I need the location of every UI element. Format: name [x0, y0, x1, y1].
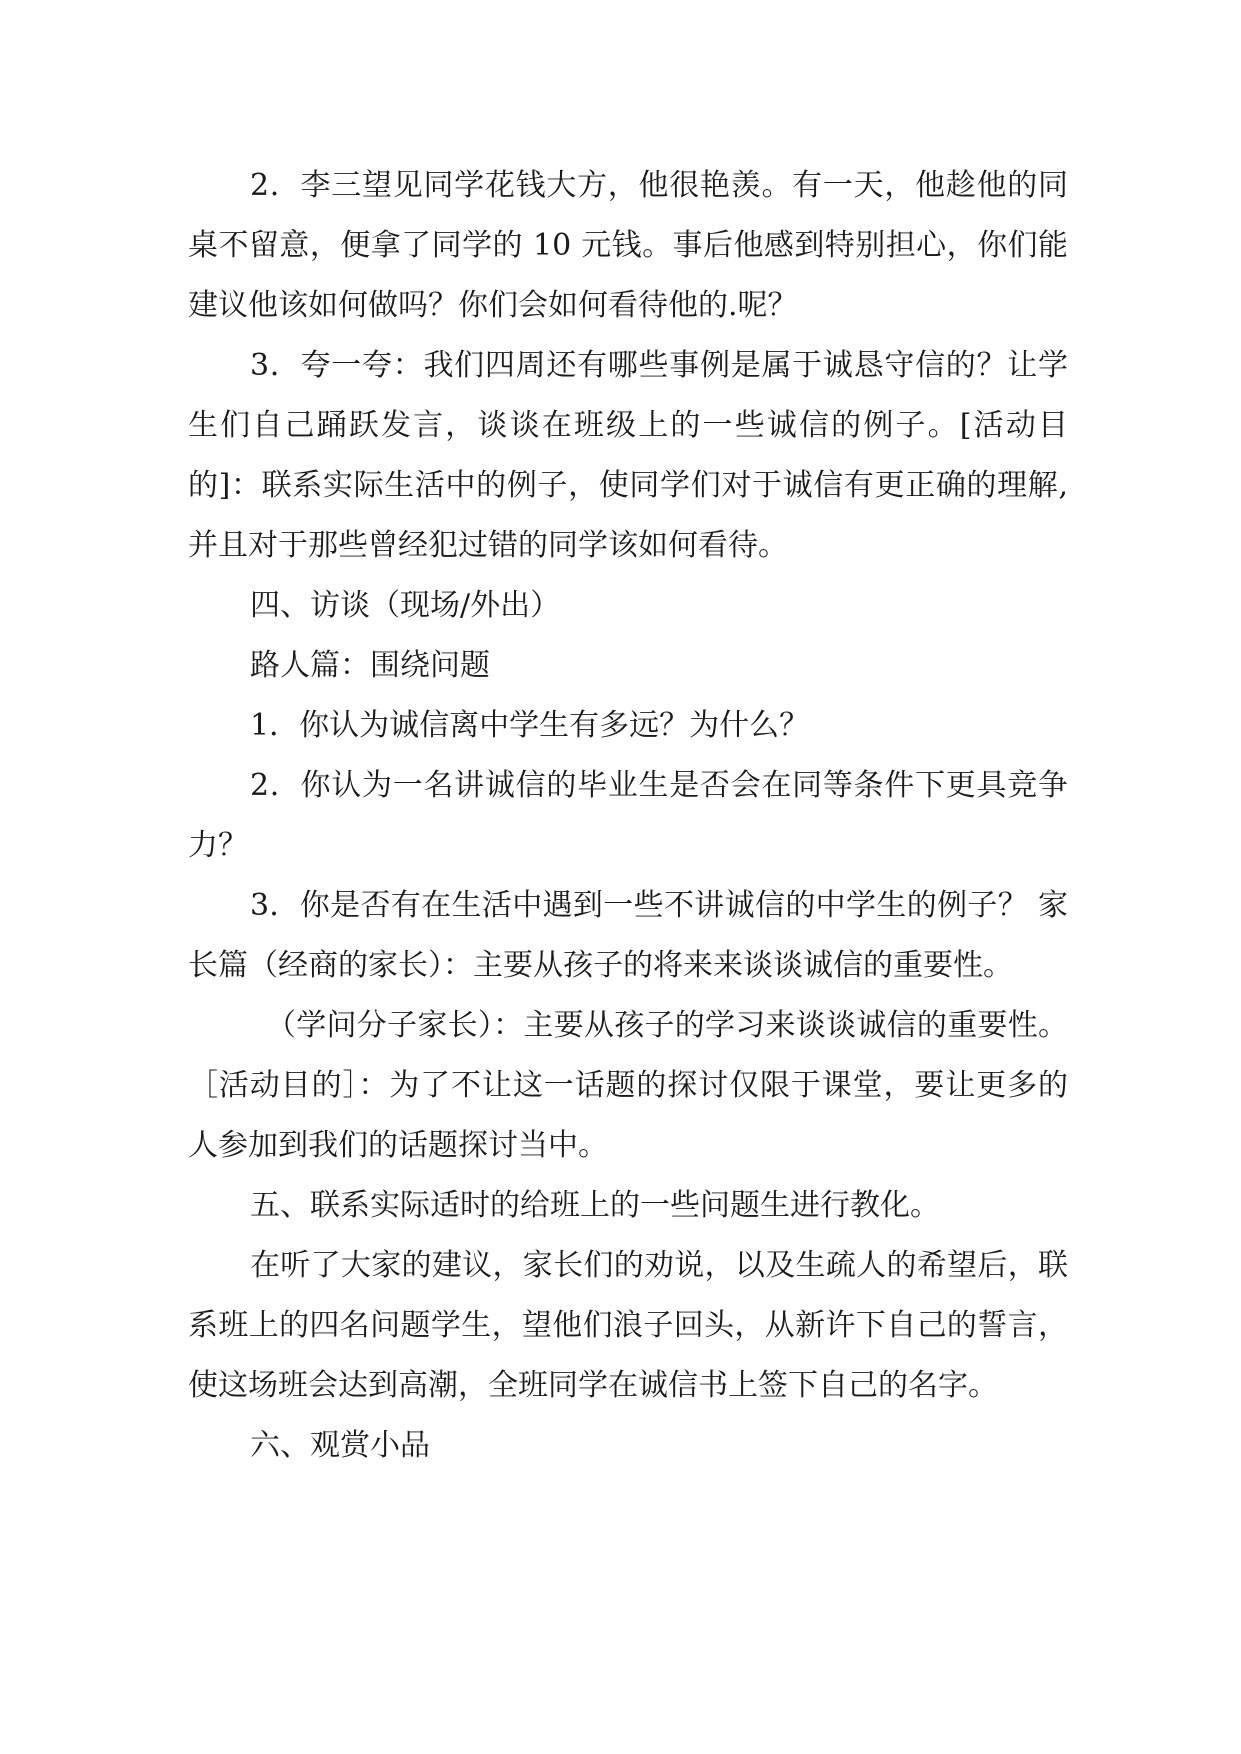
paragraph-scholar-parents: （学问分子家长）：主要从孩子的学习来谈谈诚信的重要性。［活动目的］：为了不让这一话题的探讨仅限于课堂，要让更多的人参加到我们的话题探讨当中。 — [188, 1008, 1068, 1163]
question-item-1: 1．你认为诚信离中学生有多远？为什么？ — [250, 708, 810, 743]
paragraph-passerby-questions: 路人篇：围绕问题 — [250, 648, 490, 683]
section-heading-education: 五、联系实际适时的给班上的一些问题生进行教化。 — [250, 1188, 940, 1223]
question-item-2: 2．你认为一名讲诚信的毕业生是否会在同等条件下更具竞争力？ — [188, 768, 1068, 863]
paragraph-li-san-story: 2．李三望见同学花钱大方，他很艳羡。有一天，他趁他的同桌不留意，便拿了同学的 10 元钱。事后他感到特别担心，你们能建议他该如何做吗？你们会如何看待他的.呢？ — [188, 168, 1068, 323]
paragraph-class-climax: 在听了大家的建议，家长们的劝说，以及生疏人的希望后，联系班上的四名问题学生，望他们浪子回头，从新许下自己的誓言，使这场班会达到高潮，全班同学在诚信书上签下自己的名字。 — [188, 1248, 1068, 1403]
question-item-3: 3．你是否有在生活中遇到一些不讲诚信的中学生的例子？ 家长篇（经商的家长）：主要从孩子的将来来谈谈诚信的重要性。 — [188, 888, 1068, 983]
paragraph-praise-honesty: 3．夸一夸：我们四周还有哪些事例是属于诚恳守信的？让学生们自己踊跃发言，谈谈在班级上的一些诚信的例子。[活动目的]：联系实际生活中的例子，使同学们对于诚信有更正确的理解,并且对于那些曾经犯过错的同学该如何看待。 — [188, 348, 1068, 563]
section-heading-interview: 四、访谈（现场/外出） — [250, 588, 561, 623]
document-body — [188, 156, 1068, 1476]
section-heading-sketch: 六、观赏小品 — [250, 1428, 430, 1463]
